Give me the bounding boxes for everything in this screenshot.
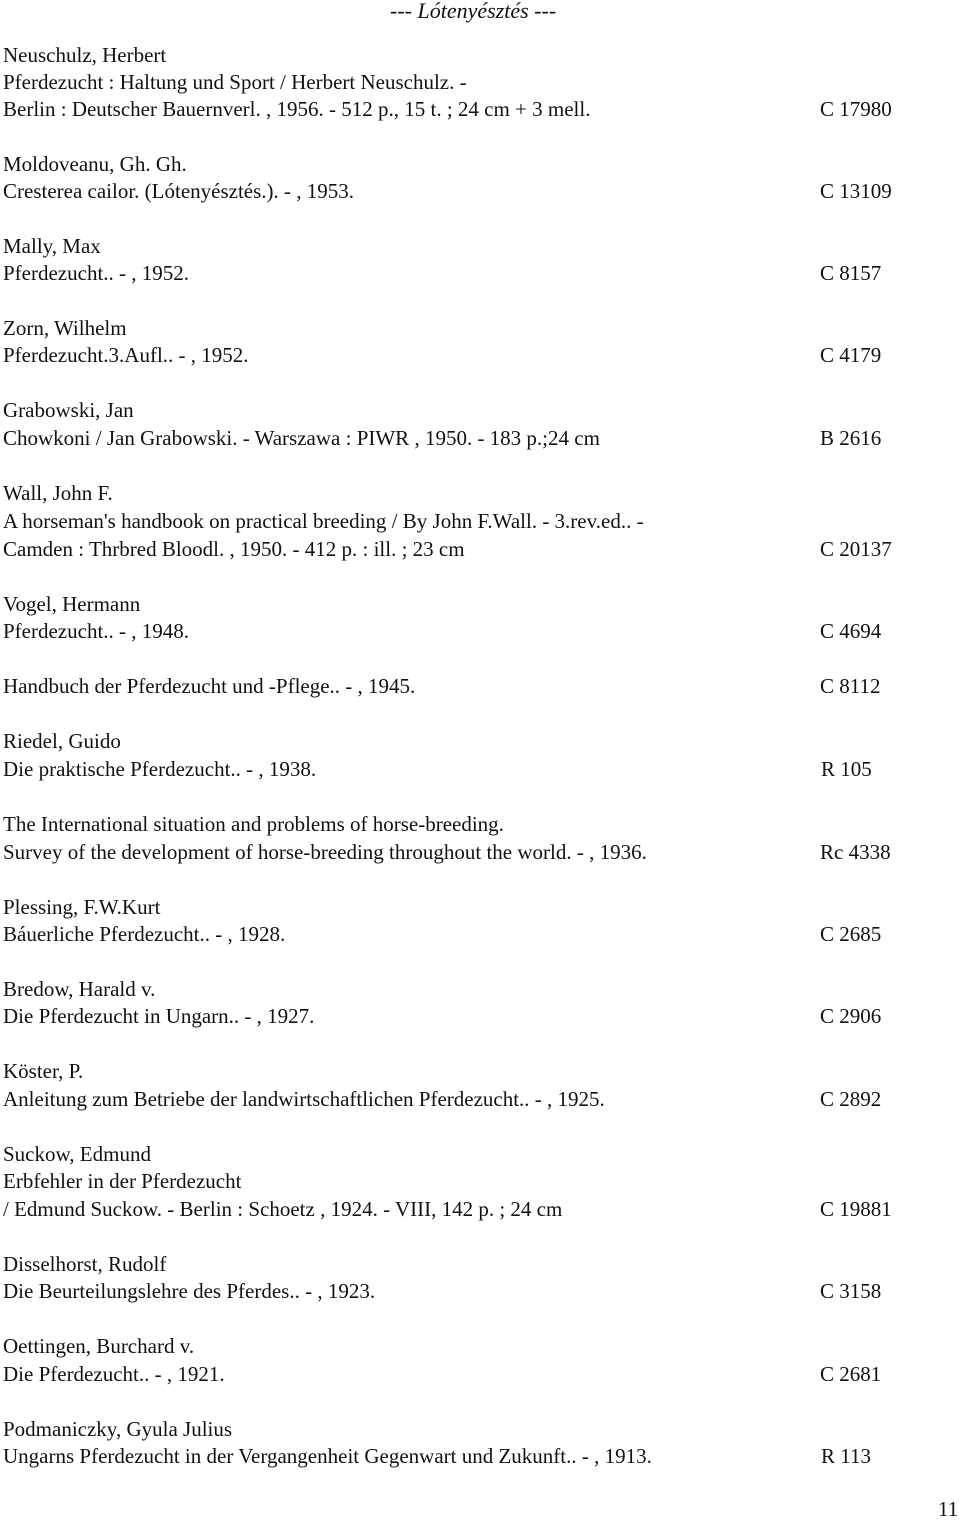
entry-signature: R 105 bbox=[821, 757, 872, 781]
entry-title-line: Erbfehler in der Pferdezucht bbox=[3, 1169, 242, 1193]
entry-signature: C 4179 bbox=[820, 343, 882, 367]
entry-title-line: Cresterea cailor. (Lótenyésztés.). - , 1953. bbox=[3, 179, 355, 203]
entry-title-line: Pferdezucht.. - , 1948. bbox=[3, 619, 190, 643]
entry-title-line: Chowkoni / Jan Grabowski. - Warszawa : PIWR , 1950. - 183 p.;24 cm bbox=[3, 426, 600, 450]
entry-author: Suckow, Edmund bbox=[3, 1142, 151, 1166]
entry-signature: C 19881 bbox=[820, 1197, 892, 1221]
entry-title-line: / Edmund Suckow. - Berlin : Schoetz , 1924. - VIII, 142 p. ; 24 cm bbox=[3, 1197, 563, 1221]
entry-author: Moldoveanu, Gh. Gh. bbox=[3, 152, 187, 176]
entry-title-line: Pferdezucht : Haltung und Sport / Herbert Neuschulz. - bbox=[3, 70, 467, 94]
entry-author: Bredow, Harald v. bbox=[3, 977, 156, 1001]
page-number: 11 bbox=[938, 1497, 959, 1521]
entry-author: Plessing, F.W.Kurt bbox=[3, 895, 161, 919]
entry-signature: C 4694 bbox=[820, 619, 882, 643]
entry-title-line: Ungarns Pferdezucht in der Vergangenheit Gegenwart und Zukunft.. - , 1913. bbox=[3, 1444, 652, 1468]
entry-signature: C 2685 bbox=[820, 922, 882, 946]
entry-signature: B 2616 bbox=[820, 426, 882, 450]
entry-title-line: Anleitung zum Betriebe der landwirtschaftlichen Pferdezucht.. - , 1925. bbox=[3, 1087, 605, 1111]
entry-title-line: The International situation and problems of horse-breeding. bbox=[3, 812, 504, 836]
entry-author: Grabowski, Jan bbox=[3, 398, 134, 422]
entry-signature: Rc 4338 bbox=[820, 840, 891, 864]
entry-signature: C 3158 bbox=[820, 1279, 882, 1303]
entry-signature: C 20137 bbox=[820, 537, 892, 561]
entry-signature: R 113 bbox=[821, 1444, 871, 1468]
entry-author: Podmaniczky, Gyula Julius bbox=[3, 1417, 233, 1441]
entry-title-line: Pferdezucht.3.Aufl.. - , 1952. bbox=[3, 343, 249, 367]
entry-author: Neuschulz, Herbert bbox=[3, 43, 167, 67]
entry-title-line: Berlin : Deutscher Bauernverl. , 1956. - 512 p., 15 t. ; 24 cm + 3 mell. bbox=[3, 97, 591, 121]
entry-title-line: A horseman's handbook on practical breeding / By John F.Wall. - 3.rev.ed.. - bbox=[3, 509, 644, 533]
entry-author: Mally, Max bbox=[3, 234, 101, 258]
entry-title-line: Die Pferdezucht.. - , 1921. bbox=[3, 1362, 225, 1386]
entry-author: Köster, P. bbox=[3, 1059, 84, 1083]
entry-title-line: Die Beurteilungslehre des Pferdes.. - , 1923. bbox=[3, 1279, 376, 1303]
entry-signature: C 2892 bbox=[820, 1087, 882, 1111]
entry-signature: C 13109 bbox=[820, 179, 892, 203]
entry-author: Wall, John F. bbox=[3, 481, 113, 505]
entry-signature: C 2681 bbox=[820, 1362, 882, 1386]
page-title: --- Lótenyésztés --- bbox=[390, 0, 557, 23]
entry-title-line: Handbuch der Pferdezucht und -Pflege.. - , 1945. bbox=[3, 674, 416, 698]
entry-signature: C 8112 bbox=[820, 674, 881, 698]
entry-title-line: Die Pferdezucht in Ungarn.. - , 1927. bbox=[3, 1004, 315, 1028]
entry-title-line: Pferdezucht.. - , 1952. bbox=[3, 261, 190, 285]
entry-title-line: Báuerliche Pferdezucht.. - , 1928. bbox=[3, 922, 286, 946]
entry-author: Oettingen, Burchard v. bbox=[3, 1334, 195, 1358]
entry-signature: C 17980 bbox=[820, 97, 892, 121]
entry-title-line: Die praktische Pferdezucht.. - , 1938. bbox=[3, 757, 317, 781]
entry-author: Vogel, Hermann bbox=[3, 592, 141, 616]
entry-author: Riedel, Guido bbox=[3, 729, 121, 753]
entry-author: Zorn, Wilhelm bbox=[3, 316, 127, 340]
entry-author: Disselhorst, Rudolf bbox=[3, 1252, 167, 1276]
entry-signature: C 8157 bbox=[820, 261, 882, 285]
entry-title-line: Camden : Thrbred Bloodl. , 1950. - 412 p. : ill. ; 23 cm bbox=[3, 537, 465, 561]
entry-signature: C 2906 bbox=[820, 1004, 882, 1028]
entry-title-line: Survey of the development of horse-breeding throughout the world. - , 1936. bbox=[3, 840, 647, 864]
